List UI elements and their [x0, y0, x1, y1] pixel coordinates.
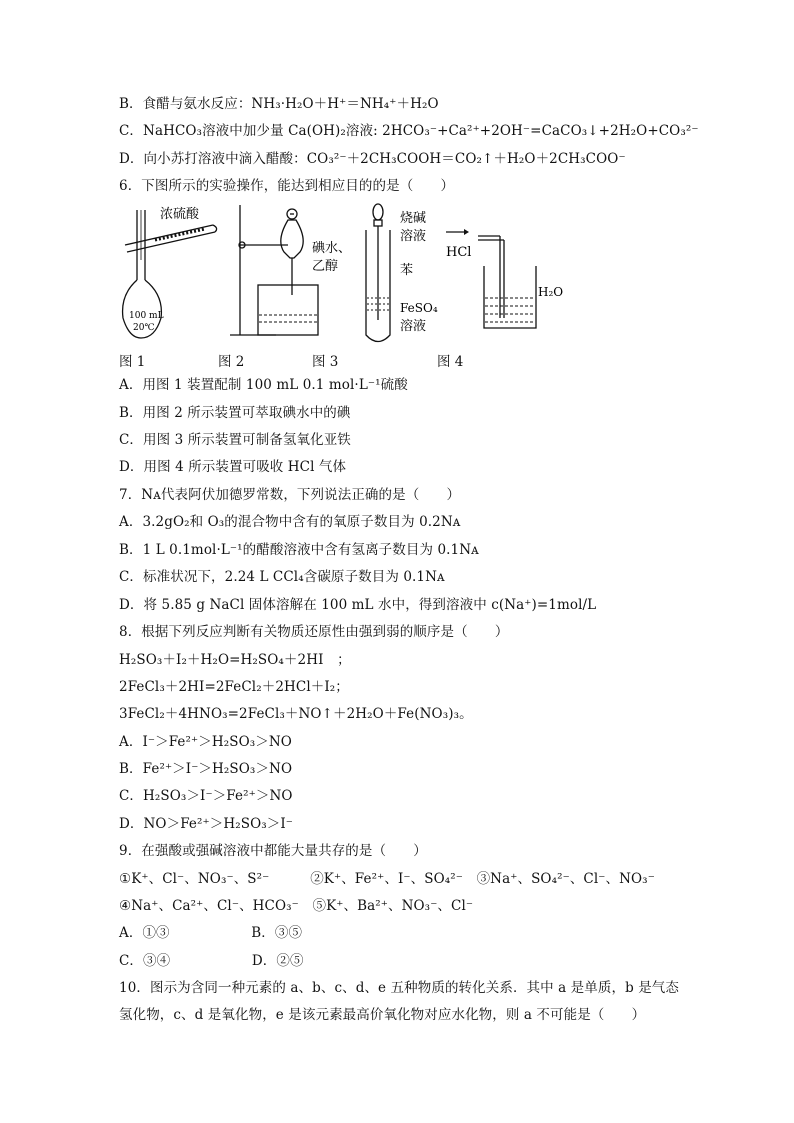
q6-option-a: A．用图 1 装置配制 100 mL 0.1 mol·L⁻¹硫酸: [119, 377, 408, 393]
q7-option-a: A．3.2gO₂和 O₃的混合物中含有的氧原子数目为 0.2Nᴀ: [119, 514, 461, 530]
fig3-caption: 图 3: [312, 354, 339, 370]
q7-option-b: B．1 L 0.1mol·L⁻¹的醋酸溶液中含有氢离子数目为 0.1Nᴀ: [119, 542, 479, 558]
fig1-flask-volume: 100 mL: [129, 311, 164, 321]
fig3-label-2: 苯: [400, 263, 414, 278]
q5-option-b: B．食醋与氨水反应：NH₃·H₂O＋H⁺＝NH₄⁺＋H₂O: [119, 96, 439, 112]
fig4-gas-label: HCl: [446, 245, 472, 260]
q8-reaction-2: 2FeCl₃＋2HI=2FeCl₂＋2HCl＋I₂；: [119, 679, 349, 695]
q9-options-cd: C．③④ D．②⑤: [119, 953, 304, 969]
q5-option-d: D．向小苏打溶液中滴入醋酸：CO₃²⁻＋2CH₃COOH＝CO₂↑＋H₂O＋2CH₃COO⁻: [119, 151, 626, 167]
fig4-caption: 图 4: [437, 354, 464, 370]
q9-ion-groups-2: ④Na⁺、Ca²⁺、Cl⁻、HCO₃⁻ ⑤K⁺、Ba²⁺、NO₃⁻、Cl⁻: [119, 898, 474, 914]
q7-stem: 7．Nᴀ代表阿伏加德罗常数，下列说法正确的是（ ）: [119, 487, 461, 503]
q8-option-a: A．I⁻＞Fe²⁺＞H₂SO₃＞NO: [119, 734, 292, 750]
q7-option-d: D．将 5.85 g NaCl 固体溶解在 100 mL 水中，得到溶液中 c(Na⁺)=1mol/L: [119, 597, 597, 613]
q10-stem-line-2: 氢化物，c、d 是氧化物，e 是该元素最高价氧化物对应水化物，则 a 不可能是（ ）: [119, 1007, 646, 1023]
q10-stem-line-1: 10．图示为含同一种元素的 a、b、c、d、e 五种物质的转化关系．其中 a 是单质，b 是气态: [119, 980, 680, 996]
fig1-flask-temp: 20℃: [133, 323, 155, 333]
fig4-liquid-label: H₂O: [538, 285, 564, 299]
fig3-label-3a: FeSO₄: [400, 301, 438, 315]
q8-option-b: B．Fe²⁺＞I⁻＞H₂SO₃＞NO: [119, 761, 293, 777]
q6-option-d: D．用图 4 所示装置可吸收 HCl 气体: [119, 459, 347, 475]
fig3-label-1b: 溶液: [400, 229, 427, 244]
fig1-caption: 图 1: [119, 354, 146, 370]
fig2-caption: 图 2: [218, 354, 245, 370]
figure-3-test-tube: [360, 200, 450, 350]
q8-reaction-3: 3FeCl₂＋4HNO₃=2FeCl₃＋NO↑＋2H₂O＋Fe(NO₃)₃。: [119, 706, 473, 722]
q9-ion-groups-1: ①K⁺、Cl⁻、NO₃⁻、S²⁻ ②K⁺、Fe²⁺、I⁻、SO₄²⁻ ③Na⁺、SO₄²⁻、Cl⁻、NO₃⁻: [119, 871, 655, 887]
figure-2-separatory-funnel: [228, 200, 358, 345]
q9-stem: 9．在强酸或强碱溶液中都能大量共存的是（ ）: [119, 843, 427, 859]
q8-option-d: D．NO＞Fe²⁺＞H₂SO₃＞I⁻: [119, 816, 294, 832]
q6-option-b: B．用图 2 所示装置可萃取碘水中的碘: [119, 405, 351, 421]
q5-option-c: C．NaHCO₃溶液中加少量 Ca(OH)₂溶液: 2HCO₃⁻+Ca²⁺+2OH⁻=CaCO₃↓+2H₂O+CO₃²⁻: [119, 123, 699, 139]
q8-stem: 8．根据下列反应判断有关物质还原性由强到弱的顺序是（ ）: [119, 624, 509, 640]
q6-stem: 6．下图所示的实验操作，能达到相应目的的是（ ）: [119, 178, 455, 194]
fig2-label-1: 碘水、: [312, 241, 352, 256]
q7-option-c: C．标准状况下，2.24 L CCl₄含碳原子数目为 0.1Nᴀ: [119, 569, 445, 585]
figure-1-volumetric-flask: [115, 200, 225, 345]
fig3-label-1a: 烧碱: [400, 211, 427, 226]
q6-option-c: C．用图 3 所示装置可制备氢氧化亚铁: [119, 432, 351, 448]
fig3-label-3b: 溶液: [400, 319, 427, 334]
fig1-reagent-label: 浓硫酸: [160, 207, 200, 222]
figure-4-gas-absorption: [440, 200, 570, 345]
fig2-label-2: 乙醇: [312, 259, 339, 274]
q8-reaction-1: H₂SO₃＋I₂＋H₂O=H₂SO₄＋2HI ；: [119, 652, 351, 668]
q8-option-c: C．H₂SO₃＞I⁻＞Fe²⁺＞NO: [119, 788, 293, 804]
q9-options-ab: A．①③ B．③⑤: [119, 925, 303, 941]
